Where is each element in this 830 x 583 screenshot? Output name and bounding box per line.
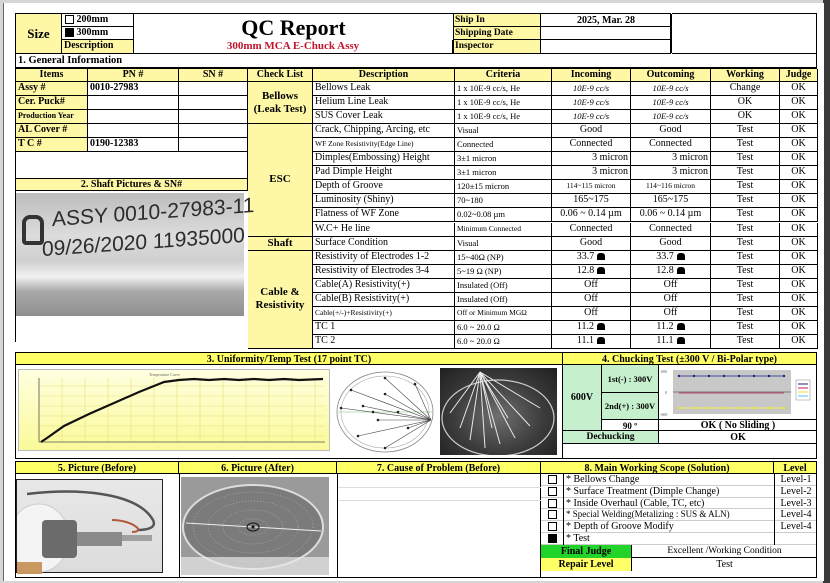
checklist-working[interactable]: Test bbox=[711, 124, 780, 138]
checklist-incoming[interactable] bbox=[552, 307, 631, 321]
checklist-incoming-value: Off bbox=[584, 278, 598, 290]
checklist-judge[interactable]: OK bbox=[780, 321, 818, 335]
cause-title: 7. Cause of Problem (Before) bbox=[337, 461, 541, 474]
chucking-second-label: 2nd(+) : 300V bbox=[602, 393, 659, 419]
checklist-outcoming-value: 165~175 bbox=[652, 194, 689, 206]
checklist-description: SUS Cover Leak bbox=[313, 110, 455, 124]
checklist-criteria: 15~40Ω (NP) bbox=[455, 251, 552, 265]
column-header-incoming-header: Incoming bbox=[552, 69, 631, 82]
general-pn-value[interactable] bbox=[88, 124, 179, 138]
tc-wafer-photo bbox=[440, 368, 557, 455]
temperature-chart bbox=[18, 369, 330, 451]
general-item-label: Assy # bbox=[16, 82, 88, 96]
checklist-criteria: 1 x 10E-9 cc/s, He bbox=[455, 96, 552, 110]
checklist-outcoming-value: Good bbox=[659, 124, 682, 136]
checklist-outcoming[interactable] bbox=[631, 194, 711, 208]
checklist-incoming-value: Good bbox=[579, 124, 603, 136]
svg-text:600: 600 bbox=[661, 369, 667, 374]
checklist-description: TC 1 bbox=[313, 321, 455, 335]
checklist-incoming[interactable] bbox=[552, 194, 631, 208]
checklist-description: Helium Line Leak bbox=[313, 96, 455, 110]
scope-item-level: Level-1 bbox=[774, 474, 817, 486]
checklist-working[interactable]: Test bbox=[711, 279, 780, 293]
checklist-criteria: Insulated (Off) bbox=[455, 293, 552, 307]
scope-checkbox[interactable] bbox=[548, 522, 557, 531]
checklist-description: W.C+ He line bbox=[313, 223, 455, 237]
ohm-icon bbox=[597, 253, 605, 260]
repair-level-row bbox=[541, 558, 816, 571]
chucking-angle-label: 90 º bbox=[602, 419, 659, 431]
scope-item-level: Level-4 bbox=[774, 521, 817, 533]
checklist-outcoming[interactable] bbox=[631, 237, 711, 251]
checklist-incoming-value: Off bbox=[584, 292, 598, 304]
checklist-description: Depth of Groove bbox=[313, 180, 455, 194]
checklist-incoming-value: Good bbox=[579, 236, 603, 248]
checklist-working[interactable]: OK bbox=[711, 96, 780, 110]
shipping-date-value[interactable] bbox=[541, 27, 672, 40]
size-option-200[interactable] bbox=[62, 14, 134, 27]
checklist-criteria: Minimum Connected bbox=[455, 223, 552, 237]
checklist-working[interactable]: Test bbox=[711, 180, 780, 194]
general-pn-value[interactable]: 0010-27983 bbox=[88, 82, 179, 96]
checklist-criteria: 1 x 10E-9 cc/s, He bbox=[455, 82, 552, 96]
checklist-incoming-value: Connected bbox=[569, 222, 613, 234]
checklist-working[interactable]: Test bbox=[711, 335, 780, 349]
checklist-incoming-value: 11.1 bbox=[576, 334, 595, 346]
final-judge-value[interactable]: Excellent /Working Condition bbox=[631, 545, 817, 558]
ohm-icon bbox=[677, 323, 685, 330]
scope-item-label: * Inside Overhaul (Cable, TC, etc) bbox=[563, 498, 776, 510]
ohm-icon bbox=[677, 253, 685, 260]
ohm-icon bbox=[597, 337, 605, 344]
checklist-group-cable-resistivity bbox=[248, 251, 313, 349]
checklist-outcoming[interactable] bbox=[631, 265, 711, 279]
checklist-outcoming[interactable] bbox=[631, 96, 711, 110]
checklist-outcoming[interactable] bbox=[631, 152, 711, 166]
column-header-pn-header: PN # bbox=[88, 69, 179, 82]
checklist-judge[interactable]: OK bbox=[780, 307, 818, 321]
checklist-outcoming[interactable] bbox=[631, 110, 711, 124]
chucking-chart bbox=[659, 366, 817, 419]
scope-item[interactable] bbox=[541, 533, 816, 545]
checklist-criteria: 1 x 10E-9 cc/s, He bbox=[455, 110, 552, 124]
shipping-date-label: Shipping Date bbox=[453, 27, 541, 40]
checklist-description: Resistivity of Electrodes 1-2 bbox=[313, 251, 455, 265]
inspector-label: Inspector bbox=[453, 40, 541, 53]
checklist-working[interactable]: Test bbox=[711, 166, 780, 180]
checklist-judge[interactable]: OK bbox=[780, 265, 818, 279]
checklist-description: TC 2 bbox=[313, 335, 455, 349]
column-header-criteria-header: Criteria bbox=[455, 69, 552, 82]
scope-item-level: Level-4 bbox=[774, 509, 817, 521]
group-label-line2: (Leak Test) bbox=[253, 102, 307, 115]
scope-checkbox[interactable] bbox=[548, 499, 557, 508]
checklist-judge[interactable]: OK bbox=[780, 138, 818, 152]
checklist-judge[interactable]: OK bbox=[780, 293, 818, 307]
checklist-outcoming-value: 12.8 bbox=[656, 264, 674, 276]
checklist-incoming-value: 3 micron bbox=[592, 152, 628, 164]
divider bbox=[179, 474, 180, 578]
cause-line bbox=[338, 500, 541, 501]
final-judge-label: Final Judge bbox=[541, 545, 631, 558]
checklist-outcoming-value: 10E-9 cc/s bbox=[652, 83, 689, 93]
checklist-incoming-value: 12.8 bbox=[576, 264, 595, 276]
checklist-incoming[interactable] bbox=[552, 138, 631, 152]
checklist-incoming-value: Off bbox=[584, 306, 598, 318]
checklist-description: Resistivity of Electrodes 3-4 bbox=[313, 265, 455, 279]
column-header-items-header: Items bbox=[16, 69, 88, 82]
checklist-description: Surface Condition bbox=[313, 237, 455, 251]
checklist-working[interactable]: Test bbox=[711, 237, 780, 251]
checklist-criteria: 5~19 Ω (NP) bbox=[455, 265, 552, 279]
checklist-criteria: Visual bbox=[455, 124, 552, 138]
checklist-outcoming-value: Good bbox=[659, 236, 682, 248]
divider bbox=[337, 474, 338, 578]
checklist-working[interactable]: Test bbox=[711, 152, 780, 166]
repair-level-value[interactable]: Test bbox=[631, 558, 817, 571]
checklist-outcoming[interactable] bbox=[631, 335, 711, 349]
column-header-checklist-header: Check List bbox=[248, 69, 313, 82]
general-item-label: Cer. Puck# bbox=[16, 96, 88, 110]
checklist-outcoming-value: Off bbox=[663, 292, 678, 304]
scope-checkbox[interactable] bbox=[548, 510, 557, 519]
size-option-label: 300mm bbox=[76, 27, 109, 38]
scope-title: 8. Main Working Scope (Solution) bbox=[541, 461, 774, 474]
general-sn-value[interactable] bbox=[179, 82, 248, 96]
checklist-description: Bellows Leak bbox=[313, 82, 455, 96]
checklist-description: Luminosity (Shiny) bbox=[313, 194, 455, 208]
group-label-line2: Resistivity bbox=[255, 299, 305, 312]
checklist-outcoming-value: 114~116 micron bbox=[645, 181, 696, 191]
scope-item-label: * Bellows Change bbox=[563, 474, 776, 486]
scope-checkbox[interactable] bbox=[548, 487, 557, 496]
picture-after-title: 6. Picture (After) bbox=[179, 461, 337, 474]
checklist-incoming[interactable] bbox=[552, 279, 631, 293]
checklist-group-bellows bbox=[248, 82, 313, 124]
checklist-incoming-value: 114~115 micron bbox=[566, 181, 616, 191]
scope-item-level: Level-3 bbox=[774, 498, 817, 510]
checklist-working[interactable]: Test bbox=[711, 194, 780, 208]
general-pn-value[interactable] bbox=[88, 110, 179, 124]
column-header-working-header: Working bbox=[711, 69, 780, 82]
inspector-value[interactable] bbox=[541, 40, 672, 53]
checklist-criteria: 6.0 ~ 20.0 Ω bbox=[455, 335, 552, 349]
checklist-outcoming-value: 3 micron bbox=[672, 166, 708, 178]
checklist-criteria: 0.02~0.08 µm bbox=[455, 208, 552, 222]
ohm-icon bbox=[677, 337, 685, 344]
checklist-incoming-value: 10E-9 cc/s bbox=[572, 111, 610, 122]
checklist-incoming[interactable] bbox=[552, 321, 631, 335]
checklist-outcoming-value: Off bbox=[663, 278, 678, 290]
general-sn-value[interactable] bbox=[179, 96, 248, 110]
scope-level-header: Level bbox=[774, 461, 817, 474]
checklist-outcoming[interactable] bbox=[631, 279, 711, 293]
checklist-description: Flatness of WF Zone bbox=[313, 208, 455, 222]
checklist-criteria: Visual bbox=[455, 237, 552, 251]
checklist-description: Cable(A) Resistivity(+) bbox=[313, 279, 455, 293]
scope-item-level bbox=[774, 533, 817, 545]
checklist-outcoming-value: 0.06 ~ 0.14 µm bbox=[639, 208, 702, 220]
checklist-outcoming-value: Off bbox=[663, 306, 678, 318]
group-label-line1: Bellows bbox=[261, 89, 299, 102]
shaft-engraving-line2: 09/26/2020 11935000 bbox=[42, 223, 245, 262]
checklist-judge[interactable]: OK bbox=[780, 166, 818, 180]
checklist-description: Cable(B) Resistivity(+) bbox=[313, 293, 455, 307]
temperature-curve bbox=[19, 370, 331, 452]
svg-text:-600: -600 bbox=[660, 412, 668, 417]
checklist-outcoming[interactable] bbox=[631, 223, 711, 237]
scope-item-label: * Test bbox=[563, 533, 776, 545]
general-item-label: AL Cover # bbox=[16, 124, 88, 138]
checklist-incoming-value: 3 micron bbox=[592, 166, 628, 178]
chucking-angle-result: OK ( No Sliding ) bbox=[659, 419, 817, 431]
scope-checkbox[interactable] bbox=[548, 475, 557, 484]
tc-point-diagram bbox=[333, 368, 438, 455]
picture-after-photo bbox=[181, 477, 329, 575]
checklist-criteria: 3±1 micron bbox=[455, 152, 552, 166]
checklist-incoming-value: 10E-9 cc/s bbox=[572, 97, 610, 108]
general-pn-value[interactable] bbox=[88, 96, 179, 110]
shaft-photo bbox=[16, 193, 255, 316]
uniformity-title: 3. Uniformity/Temp Test (17 point TC) bbox=[15, 352, 563, 365]
checklist-outcoming-value: 33.7 bbox=[656, 250, 674, 262]
checklist-incoming[interactable] bbox=[552, 335, 631, 349]
ship-in-label: Ship In bbox=[453, 14, 541, 27]
scope-item-label: * Special Welding(Metalizing : SUS & ALN) bbox=[563, 509, 776, 521]
checklist-outcoming[interactable] bbox=[631, 166, 711, 180]
header-blank bbox=[672, 13, 817, 54]
checklist-incoming[interactable] bbox=[552, 166, 631, 180]
checklist-incoming-value: 0.06 ~ 0.14 µm bbox=[560, 208, 622, 220]
checkbox-200mm[interactable] bbox=[65, 15, 74, 24]
checklist-judge[interactable]: OK bbox=[780, 223, 818, 237]
column-header-outcoming-header: Outcoming bbox=[631, 69, 711, 82]
checklist-outcoming[interactable] bbox=[631, 321, 711, 335]
checklist-working[interactable]: Test bbox=[711, 321, 780, 335]
checklist-incoming[interactable] bbox=[552, 110, 631, 124]
checklist-incoming[interactable] bbox=[552, 265, 631, 279]
section-general-title: 1. General Information bbox=[15, 54, 817, 68]
checklist-incoming-value: 10E-9 cc/s bbox=[572, 83, 610, 93]
shaft-section-title: 2. Shaft Pictures & SN# bbox=[16, 179, 248, 191]
description-value: 300mm MCA E-Chuck Assy bbox=[134, 40, 453, 53]
checklist-judge[interactable]: OK bbox=[780, 124, 818, 138]
checklist-judge[interactable]: OK bbox=[780, 194, 818, 208]
ship-in-value[interactable]: 2025, Mar. 28 bbox=[541, 14, 672, 27]
checklist-incoming-value: 33.7 bbox=[576, 250, 595, 262]
checklist-outcoming-value: 11.2 bbox=[656, 320, 674, 332]
checklist-working[interactable]: Test bbox=[711, 265, 780, 279]
general-item-label: T C # bbox=[16, 138, 88, 152]
checklist-description: Crack, Chipping, Arcing, etc bbox=[313, 124, 455, 138]
scope-checkbox[interactable] bbox=[548, 534, 557, 543]
checklist-criteria: 6.0 ~ 20.0 Ω bbox=[455, 321, 552, 335]
checklist-description: Pad Dimple Height bbox=[313, 166, 455, 180]
picture-before-photo bbox=[16, 479, 163, 573]
checklist-working[interactable]: Test bbox=[711, 138, 780, 152]
checklist-incoming[interactable] bbox=[552, 208, 631, 222]
checklist-judge[interactable]: OK bbox=[780, 96, 818, 110]
size-option-label: 200mm bbox=[76, 14, 109, 25]
general-sn-value[interactable] bbox=[179, 138, 248, 152]
size-option-300[interactable] bbox=[62, 27, 134, 40]
checklist-outcoming-value: Connected bbox=[649, 222, 692, 234]
checklist-outcoming[interactable] bbox=[631, 208, 711, 222]
window-frame bbox=[823, 0, 830, 583]
checklist-outcoming[interactable] bbox=[631, 293, 711, 307]
dechucking-label: Dechucking bbox=[563, 431, 659, 444]
final-judge-row bbox=[541, 545, 816, 558]
checklist-outcoming[interactable] bbox=[631, 138, 711, 152]
qc-report-sheet bbox=[3, 3, 824, 581]
checklist-judge[interactable]: OK bbox=[780, 152, 818, 166]
size-label: Size bbox=[16, 14, 62, 53]
shaft-engraving-line1: ASSY 0010-27983-11 bbox=[52, 193, 255, 232]
description-label: Description bbox=[62, 40, 134, 53]
general-item-label: Production Year bbox=[16, 110, 88, 124]
checklist-criteria: Off or Minimum MGΩ bbox=[455, 307, 552, 321]
checklist-incoming[interactable] bbox=[552, 237, 631, 251]
checklist-outcoming[interactable] bbox=[631, 124, 711, 138]
repair-level-label: Repair Level bbox=[541, 558, 631, 571]
checklist-incoming[interactable] bbox=[552, 293, 631, 307]
checklist-working[interactable]: Test bbox=[711, 293, 780, 307]
checklist-description: WF Zone Resistivity(Edge Line) bbox=[313, 138, 455, 152]
checklist-criteria: Connected bbox=[455, 138, 552, 152]
checklist-judge[interactable]: OK bbox=[780, 82, 818, 96]
chucking-voltage: 600V bbox=[563, 365, 602, 431]
checklist-working[interactable]: Test bbox=[711, 251, 780, 265]
svg-text:Temperature Curve: Temperature Curve bbox=[149, 372, 180, 377]
checklist-working[interactable]: Test bbox=[711, 307, 780, 321]
checklist-working[interactable]: Change bbox=[711, 82, 780, 96]
checklist-incoming[interactable] bbox=[552, 82, 631, 96]
checklist-outcoming-value: 10E-9 cc/s bbox=[652, 97, 689, 108]
scope-item[interactable] bbox=[541, 509, 816, 521]
checklist-judge[interactable]: OK bbox=[780, 180, 818, 194]
checklist-judge[interactable]: OK bbox=[780, 335, 818, 349]
chucking-first-label: 1st(-) : 300V bbox=[602, 365, 659, 393]
checklist-outcoming-value: Connected bbox=[649, 138, 692, 150]
ohm-icon bbox=[677, 267, 685, 274]
ohm-icon bbox=[597, 323, 605, 330]
cause-line bbox=[338, 487, 541, 488]
checklist-incoming[interactable] bbox=[552, 223, 631, 237]
ohm-icon bbox=[597, 267, 605, 274]
checklist-working[interactable]: Test bbox=[711, 208, 780, 222]
general-sn-value[interactable] bbox=[179, 124, 248, 138]
checklist-judge[interactable]: OK bbox=[780, 110, 818, 124]
general-blank bbox=[16, 152, 248, 179]
checklist-judge[interactable]: OK bbox=[780, 208, 818, 222]
checklist-working[interactable]: Test bbox=[711, 223, 780, 237]
checklist-outcoming[interactable] bbox=[631, 307, 711, 321]
checklist-description: Cable(+/-)+Resistivity(+) bbox=[313, 307, 455, 321]
scope-item[interactable] bbox=[541, 486, 816, 498]
checklist-outcoming[interactable] bbox=[631, 180, 711, 194]
scope-item[interactable] bbox=[541, 498, 816, 510]
scope-item-label: * Surface Treatment (Dimple Change) bbox=[563, 486, 776, 498]
checklist-outcoming-value: 10E-9 cc/s bbox=[652, 111, 689, 122]
scope-item-label: * Depth of Groove Modify bbox=[563, 521, 776, 533]
column-header-judge-header: Judge bbox=[780, 69, 818, 82]
checklist-incoming[interactable] bbox=[552, 152, 631, 166]
checklist-incoming-value: Connected bbox=[569, 138, 613, 150]
group-label-line1: Cable & bbox=[260, 286, 300, 299]
dechucking-result: OK bbox=[659, 431, 817, 444]
checklist-group-esc: ESC bbox=[248, 124, 313, 236]
checklist-criteria: Insulated (Off) bbox=[455, 279, 552, 293]
checklist-judge[interactable]: OK bbox=[780, 237, 818, 251]
checklist-outcoming-value: 11.1 bbox=[656, 334, 674, 346]
checklist-incoming-value: 11.2 bbox=[576, 320, 595, 332]
picture-before-title: 5. Picture (Before) bbox=[15, 461, 179, 474]
scope-item-level: Level-2 bbox=[774, 486, 817, 498]
general-sn-value[interactable] bbox=[179, 110, 248, 124]
checklist-group-shaft: Shaft bbox=[248, 237, 313, 251]
scope-list bbox=[541, 474, 817, 578]
checklist-incoming[interactable] bbox=[552, 180, 631, 194]
checklist-judge[interactable]: OK bbox=[780, 279, 818, 293]
checklist-criteria: 70~180 bbox=[455, 194, 552, 208]
checklist-outcoming[interactable] bbox=[631, 82, 711, 96]
column-header-sn-header: SN # bbox=[179, 69, 248, 82]
checklist-outcoming[interactable] bbox=[631, 251, 711, 265]
checklist-criteria: 120±15 micron bbox=[455, 180, 552, 194]
checkbox-300mm[interactable] bbox=[65, 28, 74, 37]
checklist-incoming[interactable] bbox=[552, 96, 631, 110]
checklist-incoming-value: 165~175 bbox=[573, 194, 609, 206]
checklist-outcoming-value: 3 micron bbox=[672, 152, 708, 164]
svg-text:0: 0 bbox=[665, 390, 667, 395]
checklist-description: Dimples(Embossing) Height bbox=[313, 152, 455, 166]
checklist-working[interactable]: OK bbox=[711, 110, 780, 124]
checklist-judge[interactable]: OK bbox=[780, 251, 818, 265]
page-title: QC Report bbox=[241, 15, 346, 40]
scope-item[interactable] bbox=[541, 521, 816, 533]
checklist-incoming[interactable] bbox=[552, 124, 631, 138]
general-pn-value[interactable]: 0190-12383 bbox=[88, 138, 179, 152]
amat-logo-icon bbox=[22, 215, 44, 245]
scope-item[interactable] bbox=[541, 474, 816, 486]
column-header-description-header: Description bbox=[313, 69, 455, 82]
checklist-criteria: 3±1 micron bbox=[455, 166, 552, 180]
chucking-title: 4. Chucking Test (±300 V / Bi-Polar type) bbox=[563, 352, 817, 365]
checklist-incoming[interactable] bbox=[552, 251, 631, 265]
